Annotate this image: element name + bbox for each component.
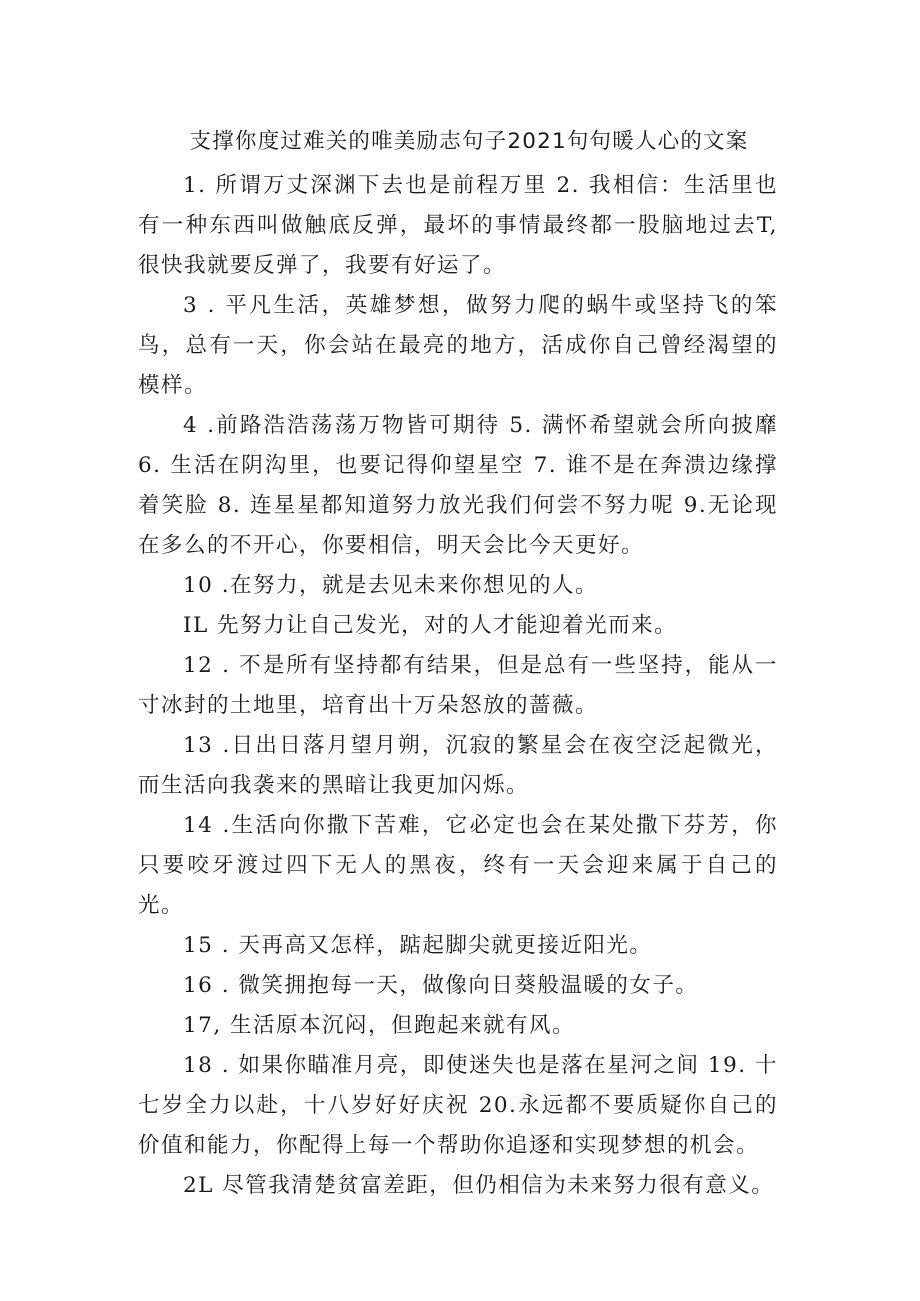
paragraph-18: 18 . 如果你瞄准月亮，即使迷失也是落在星河之间 19. 十七岁全力以赴，十八岁好好庆祝 20.永远都不要质疑你自己的价值和能力，你配得上每一个帮助你追逐和实现梦想的机会。 [138,1053,778,1158]
paragraph-11: IL 先努力让自己发光，对的人才能迎着光而来。 [183,613,678,638]
paragraph-12: 12 . 不是所有坚持都有结果，但是总有一些坚持，能从一寸冰封的土地里，培育出十万朵怒放的蔷薇。 [138,653,778,718]
document-body [138,166,778,1206]
paragraph-10: 10 .在努力，就是去见未来你想见的人。 [183,573,599,598]
paragraph-21: 2L 尽管我清楚贫富差距，但仍相信为未来努力很有意义。 [183,1173,775,1198]
paragraph-3: 3 . 平凡生活，英雄梦想，做努力爬的蜗牛或坚持飞的笨鸟，总有一天，你会站在最亮的地方，活成你自己曾经渴望的模样。 [138,293,778,398]
paragraph-14: 14 .生活向你撒下苦难，它必定也会在某处撒下芬芳，你只要咬牙渡过四下无人的黑夜，终有一天会迎来属于自己的光。 [138,813,778,918]
paragraph-16: 16 . 微笑拥抱每一天，做像向日葵般温暖的女子。 [183,973,699,998]
paragraph-15: 15 . 天再高又怎样，踮起脚尖就更接近阳光。 [183,933,653,958]
paragraph-17: 17, 生活原本沉闷，但跑起来就有风。 [183,1013,576,1038]
document-title: 支撑你度过难关的唯美励志句子2021句句暖人心的文案 [189,129,749,154]
paragraph-1: 1. 所谓万丈深渊下去也是前程万里 2. 我相信：生活里也有一种东西叫做触底反弹，最坏的事情最终都一股脑地过去T,很快我就要反弹了，我要有好运了。 [138,173,778,278]
paragraph-4: 4 .前路浩浩荡荡万物皆可期待 5. 满怀希望就会所向披靡 6. 生活在阴沟里，也要记得仰望星空 7. 谁不是在奔溃边缘撑着笑脸 8. 连星星都知道努力放光我们何尝不努力呢 9.无论现在多么的不开心，你要相信，明天会比今天更好。 [138,413,778,558]
paragraph-13: 13 .日出日落月望月朔，沉寂的繁星会在夜空泛起微光，而生活向我袭来的黑暗让我更加闪烁。 [138,733,778,798]
